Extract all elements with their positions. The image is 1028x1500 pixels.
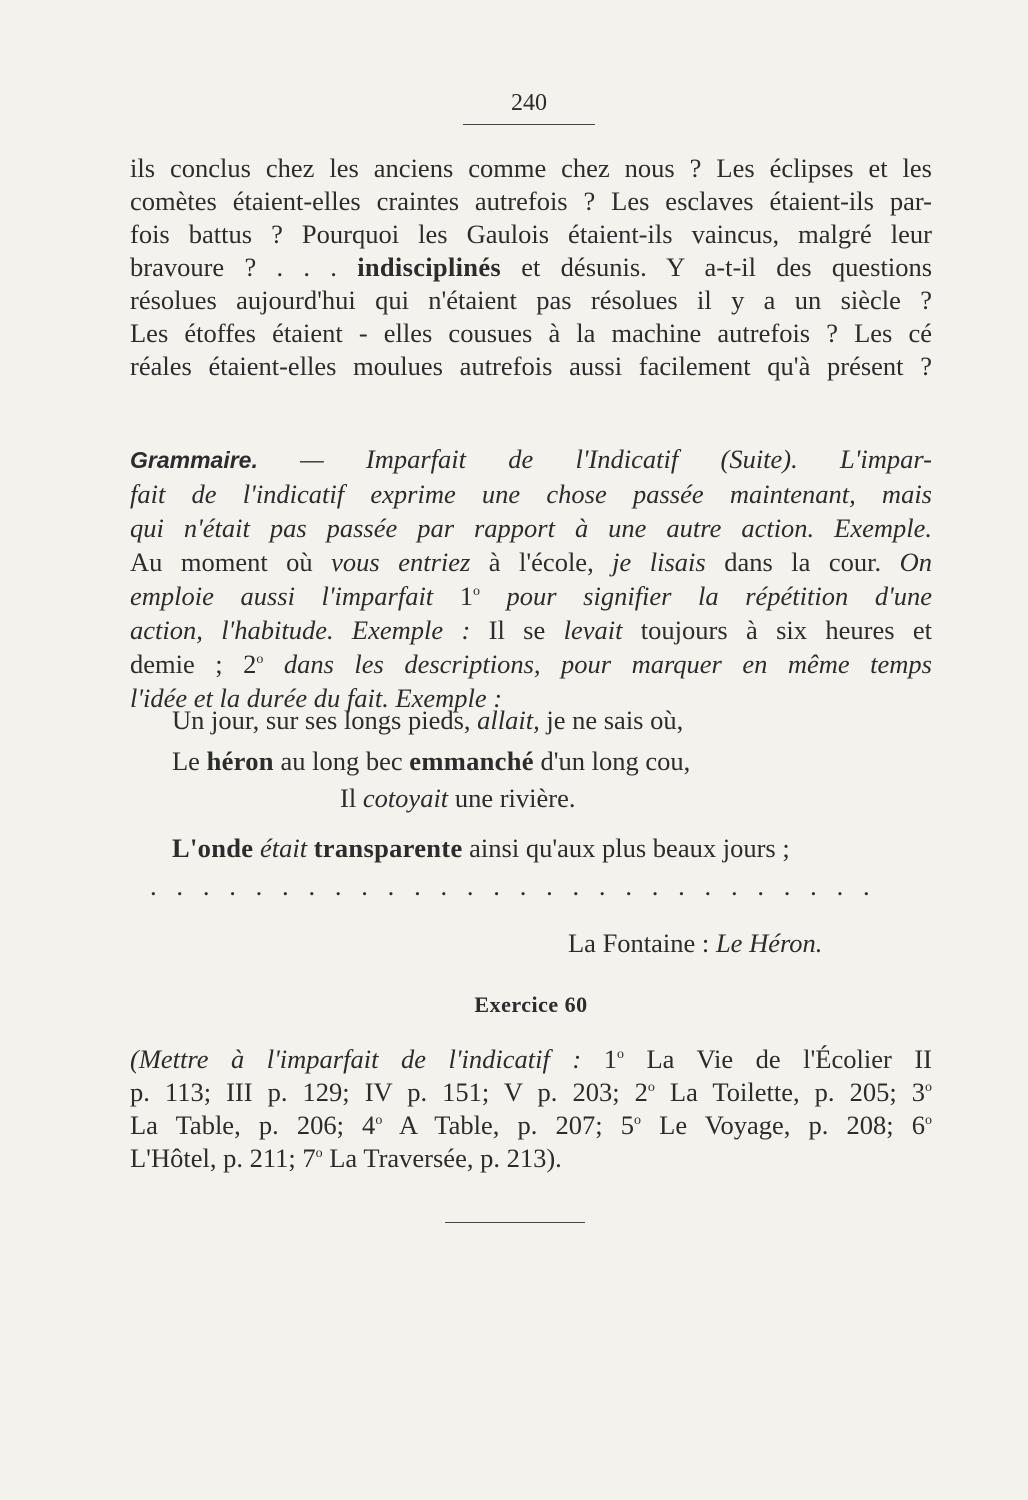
question-line-7: réales étaient-elles moulues autrefois aussi facilement qu'à présent ? [130, 351, 932, 381]
text-run: était [253, 833, 314, 863]
exercise-line-1 [130, 1043, 932, 1075]
ellipsis-dot: . [229, 871, 236, 901]
text-run: allait, [477, 705, 540, 735]
text-run: emploie aussi l'imparfait [130, 581, 460, 611]
header-rule [463, 124, 595, 125]
ellipsis-dot: . [757, 871, 764, 901]
text-run: Le Voyage, p. 208; 6 [641, 1110, 925, 1140]
grammar-line-2: fait de l'indicatif exprime une chose passée maintenant, mais [130, 479, 932, 509]
ordinal-sup: o [616, 1047, 624, 1062]
text-run: je ne sais où, [539, 705, 684, 735]
ordinal-sup: o [375, 1113, 383, 1128]
text-run: p. 113; III p. 129; IV p. 151; V p. 203; 2 [130, 1077, 648, 1107]
bold-word-indisciplines: indisciplinés [357, 252, 502, 282]
question-line-2: comètes étaient-elles craintes autrefois ? Les esclaves étaient-ils par- [130, 186, 932, 216]
text-run: cotoyait [362, 783, 449, 813]
ellipsis-dot: . [440, 871, 448, 901]
text-run: à l'école, [470, 547, 613, 577]
text-run: au long bec [273, 746, 410, 776]
ellipsis-dot: . [678, 871, 685, 901]
text-run: On [899, 547, 932, 577]
text-run: levait [563, 615, 623, 645]
verse-line-1 [172, 704, 683, 736]
text-run: une rivière. [448, 783, 576, 813]
ellipsis-dot: . [704, 871, 712, 901]
grammar-line-5 [130, 580, 932, 612]
ellipsis-dot: . [176, 871, 184, 901]
ordinal-sup: o [634, 1113, 642, 1128]
exercise-line-3 [130, 1109, 932, 1141]
text-run: L'Hôtel, p. 211; 7 [130, 1143, 316, 1173]
ellipsis-dot: . [308, 871, 316, 901]
text-run: ainsi qu'aux plus beaux jours ; [462, 833, 790, 863]
ordinal-sup: o [924, 1113, 932, 1128]
ellipsis-dot: . [282, 871, 289, 901]
bold-word: emmanché [409, 746, 534, 776]
ellipsis-dot: . [255, 871, 263, 901]
bold-word: L'onde [172, 833, 254, 863]
ellipsis-dot: . [625, 871, 632, 901]
verse-line-4 [172, 832, 790, 864]
grammar-line-1 [130, 443, 932, 475]
text-run: Au moment où [130, 547, 332, 577]
attribution-author: La Fontaine : [568, 928, 716, 958]
ellipsis-dot: . [546, 871, 553, 901]
bold-word: héron [206, 746, 274, 776]
ellipsis-dot: . [862, 871, 870, 901]
grammar-line-6 [130, 614, 932, 646]
text-run: (Mettre à l'imparfait de l'indicatif : [130, 1044, 604, 1074]
attribution [568, 927, 822, 959]
text-run: La Vie de l'Écolier II [623, 1044, 932, 1074]
ellipsis-dot: . [783, 871, 791, 901]
text-run: et désunis. Y a-t-il des questions [501, 252, 933, 282]
verse-line-3 [340, 782, 575, 814]
text-run: 1 [459, 581, 473, 611]
ellipsis-dot: . [361, 871, 368, 901]
ordinal-sup: o [647, 1080, 655, 1095]
question-line-1: ils conclus chez les anciens comme chez nous ? Les éclipses et les [130, 153, 932, 183]
verse-line-2 [172, 745, 690, 777]
grammar-line-4 [130, 546, 932, 578]
text-run: je lisais [612, 547, 706, 577]
question-line-6: Les étoffes étaient - elles cousues à la machine autrefois ? Les cé [130, 318, 932, 348]
ellipsis-row [150, 870, 870, 902]
text-run: Un jour, sur ses longs pieds, [172, 705, 478, 735]
ellipsis-dot: . [836, 871, 844, 901]
ellipsis-dot: . [493, 871, 500, 901]
ellipsis-dot: . [150, 871, 157, 901]
text-run: dans la cour. [705, 547, 900, 577]
ellipsis-dot: . [466, 871, 474, 901]
text-run: La Traversée, p. 213). [322, 1143, 562, 1173]
ellipsis-dot: . [519, 871, 527, 901]
ellipsis-dot: . [387, 871, 395, 901]
grammar-heading: — Imparfait de l'Indicatif (Suite). L'impar- [257, 444, 932, 474]
text-run: Il se [488, 615, 564, 645]
bold-word: transparente [313, 833, 463, 863]
text-run: Le [172, 746, 207, 776]
ordinal-sup: o [472, 584, 480, 599]
ellipsis-dot: . [414, 871, 421, 901]
text-run: dans les descriptions, pour marquer en même temps [263, 649, 932, 679]
question-line-4 [130, 251, 932, 283]
text-run: 1 [603, 1044, 617, 1074]
ellipsis-dot: . [572, 871, 580, 901]
text-run: demie ; 2 [130, 649, 257, 679]
ordinal-sup: o [924, 1080, 932, 1095]
ellipsis-dot: . [810, 871, 817, 901]
grammar-label: Grammaire. [130, 447, 258, 473]
attribution-work: Le Héron. [715, 928, 823, 958]
text-run: action, l'habitude. Exemple : [130, 615, 489, 645]
exercise-line-4 [130, 1142, 562, 1174]
exercise-title: Exercice 60 [474, 992, 588, 1017]
ellipsis-dot: . [202, 871, 210, 901]
ellipsis-dot: . [598, 871, 606, 901]
ordinal-sup: o [256, 652, 264, 667]
text-run: pour signifier la répétition d'une [479, 581, 932, 611]
question-line-3: fois battus ? Pourquoi les Gaulois étaient-ils vaincus, malgré leur [130, 219, 932, 249]
ellipsis-dot: . [334, 871, 342, 901]
text-run: bravoure ? . . . [130, 252, 358, 282]
text-run: La Toilette, p. 205; 3 [654, 1077, 925, 1107]
grammar-line-8: l'idée et la durée du fait. Exemple : [130, 683, 503, 713]
text-run: La Table, p. 206; 4 [130, 1110, 376, 1140]
text-run: d'un long cou, [533, 746, 691, 776]
grammar-line-7 [130, 648, 932, 680]
grammar-line-3: qui n'était pas passée par rapport à une autre action. Exemple. [130, 513, 932, 543]
exercise-line-2 [130, 1076, 932, 1108]
ellipsis-dot: . [730, 871, 738, 901]
ellipsis-dot: . [651, 871, 659, 901]
question-line-5: résolues aujourd'hui qui n'étaient pas résolues il y a un siècle ? [130, 285, 932, 315]
text-run: vous entriez [331, 547, 471, 577]
ordinal-sup: o [315, 1146, 323, 1161]
text-run: Il [340, 783, 363, 813]
footer-rule [445, 1222, 585, 1223]
page-number: 240 [511, 90, 547, 116]
text-run: A Table, p. 207; 5 [382, 1110, 635, 1140]
text-run: toujours à six heures et [622, 615, 932, 645]
